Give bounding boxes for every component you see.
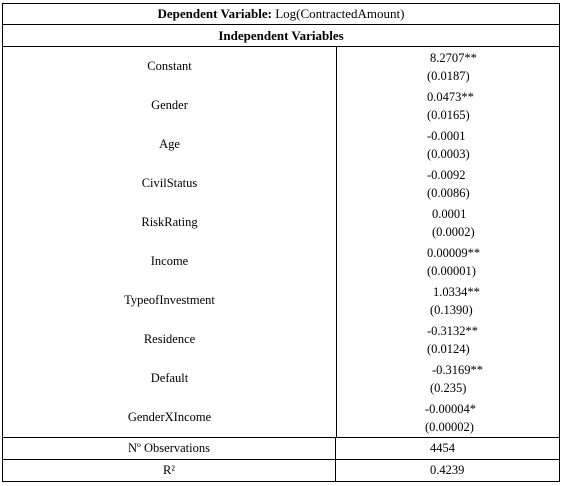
variable-name: Age: [159, 137, 180, 151]
observations-value: 4454: [430, 441, 455, 455]
standard-error: (0.0003): [427, 147, 470, 161]
standard-error: (0.1390): [430, 303, 473, 317]
r-squared-value: 0.4239: [430, 463, 465, 477]
coefficients-body: [2, 47, 560, 438]
standard-error: (0.235): [430, 381, 467, 395]
coefficient: 0.0473**: [427, 90, 474, 104]
coefficient-cell: [336, 242, 559, 281]
table-row: [3, 281, 559, 320]
dependent-variable-label: Dependent Variable:: [157, 6, 272, 21]
independent-variables-label: Independent Variables: [218, 27, 344, 43]
dependent-variable-header: [2, 3, 560, 25]
table-row: [3, 203, 559, 242]
variable-name: CivilStatus: [141, 176, 198, 190]
coefficient: -0.0092: [427, 168, 466, 182]
variable-name: RiskRating: [141, 215, 198, 229]
coefficient: 8.2707**: [430, 51, 477, 65]
independent-variables-header: [2, 25, 560, 47]
variable-name: Default: [150, 371, 189, 385]
coefficient: -0.3169**: [432, 363, 484, 377]
table-row: [3, 359, 559, 398]
table-row: [3, 164, 559, 203]
standard-error: (0.0002): [432, 225, 475, 239]
standard-error: (0.00001): [427, 264, 476, 278]
observations-row: [2, 438, 560, 460]
table-row: [3, 125, 559, 164]
r-squared-label: R²: [3, 460, 336, 481]
coefficient-cell: [336, 125, 559, 164]
table-row: [3, 320, 559, 359]
r-squared-row: [2, 460, 560, 482]
observations-label: Nº Observations: [3, 438, 336, 459]
coefficient: 0.0001: [432, 207, 467, 221]
coefficient: -0.3132**: [427, 324, 479, 338]
standard-error: (0.0124): [427, 342, 470, 356]
coefficient: 0.00009**: [427, 246, 481, 260]
coefficient-cell: [336, 320, 559, 359]
coefficient-cell: [336, 47, 559, 86]
coefficient-cell: [336, 398, 559, 437]
coefficient: 1.0334**: [433, 285, 480, 299]
variable-name: Gender: [151, 98, 188, 112]
dependent-variable-value: Log(ContractedAmount): [275, 6, 405, 21]
table-row: [3, 47, 559, 86]
coefficient-cell: [336, 203, 559, 242]
variable-name: TypeofInvestment: [124, 293, 215, 307]
coefficient-cell: [336, 359, 559, 398]
table-row: [3, 398, 559, 437]
variable-name: Residence: [143, 332, 196, 346]
standard-error: (0.0165): [427, 108, 470, 122]
variable-name: GenderXIncome: [127, 410, 212, 424]
standard-error: (0.0086): [427, 186, 470, 200]
coefficient-cell: [336, 86, 559, 125]
variable-name: Constant: [147, 59, 192, 73]
standard-error: (0.00002): [425, 420, 474, 434]
coefficient-cell: [336, 281, 559, 320]
regression-table: [2, 3, 560, 482]
variable-name: Income: [150, 254, 189, 268]
coefficient: -0.00004*: [425, 402, 477, 416]
coefficient-cell: [336, 164, 559, 203]
coefficient: -0.0001: [427, 129, 466, 143]
table-row: [3, 242, 559, 281]
table-row: [3, 86, 559, 125]
column-divider: [336, 47, 337, 437]
standard-error: (0.0187): [427, 69, 470, 83]
